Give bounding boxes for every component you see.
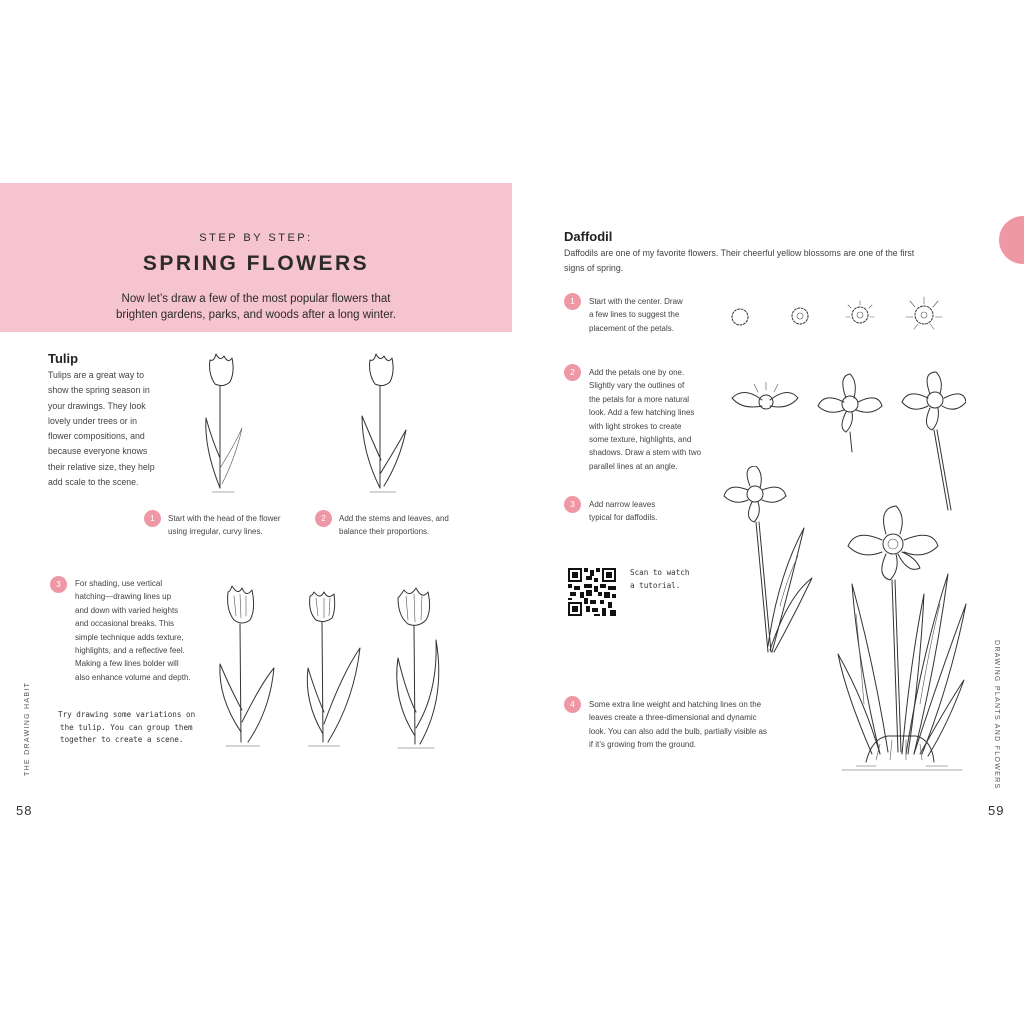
step-badge-2: 2 [315,510,332,527]
daffodil-center-sketches [720,295,950,337]
step-badge-3: 3 [50,576,67,593]
tulip-sketch-step1 [190,348,260,500]
daffodil-heading: Daffodil [564,229,613,244]
step-badge-1: 1 [144,510,161,527]
daffodil-step-badge-2: 2 [564,364,581,381]
daffodil-sketch-c [902,372,966,510]
daffodil-step2-text: Add the petals one by one. Slightly vary the outlines of the petals for a more natural look. Add a few hatching lines with light strokes to create some texture, highlights, and shadows. Draw a stem with two parallel lines at an angle. [589,368,702,471]
daffodil-description: Daffodils are one of my favorite flowers. Their cheerful yellow blossoms are one of the first signs of spring. [564,248,915,274]
daffodil-step3-text: Add narrow leaves typical for daffodils. [589,500,658,523]
running-head-right: DRAWING PLANTS AND FLOWERS [993,640,1000,790]
tulip-step2-text: Add the stems and leaves, and balance their proportions. [339,514,449,537]
daffodil-leaves-sketch [718,466,818,656]
daffodil-final-illustration [836,504,972,776]
tulip-description: Tulips are a great way to show the spring season in your drawings. They look lovely under trees or in flower compositions, and because everyone knows their relative size, they help add scale to the scene. [48,370,155,488]
page-number-right: 59 [988,803,1005,818]
daffodil-step-badge-1: 1 [564,293,581,310]
daffodil-sketch-b [818,374,882,452]
intro-text: Now let’s draw a few of the most popular flowers that brighten gardens, parks, and woods after a long winter. [115,293,396,321]
page-title: SPRING FLOWERS [142,252,370,275]
tulip-note: Try drawing some variations on the tulip. You can group them together to create a scene. [58,710,196,744]
section-eyebrow: STEP BY STEP: [199,232,313,244]
daffodil-sketch-a [732,382,798,409]
page-number-left: 58 [16,803,33,818]
tulip-step1-text: Start with the head of the flower using irregular, curvy lines. [168,514,281,537]
daffodil-step4-text: Some extra line weight and hatching lines on the leaves create a three-dimensional and dynamic look. You can also add the bulb, partially visible as if it’s growing from the ground. [589,700,767,750]
daffodil-step-badge-3: 3 [564,496,581,513]
daffodil-step-badge-4: 4 [564,696,581,713]
tulip-shaded-c [397,588,439,748]
tulip-shaded-a [220,586,274,746]
qr-code-icon[interactable] [568,568,616,616]
tulip-heading: Tulip [48,351,79,366]
running-head-left: THE DRAWING HABIT [24,681,31,776]
daffodil-step1-text: Start with the center. Draw a few lines to suggest the placement of the petals. [589,297,683,333]
tulip-step3-text: For shading, use vertical hatching—drawing lines up and down with varied heights and occasional breaks. This simple technique adds texture, highlights, and a reflective feel. Making a few lines bolder will also enhance volume and depth. [75,579,191,682]
tulip-shaded-illustrations [212,582,452,754]
tulip-sketch-step2 [350,348,420,500]
section-tab-marker [999,216,1024,264]
qr-note: Scan to watch a tutorial. [630,568,690,590]
tulip-shaded-b [307,592,360,746]
